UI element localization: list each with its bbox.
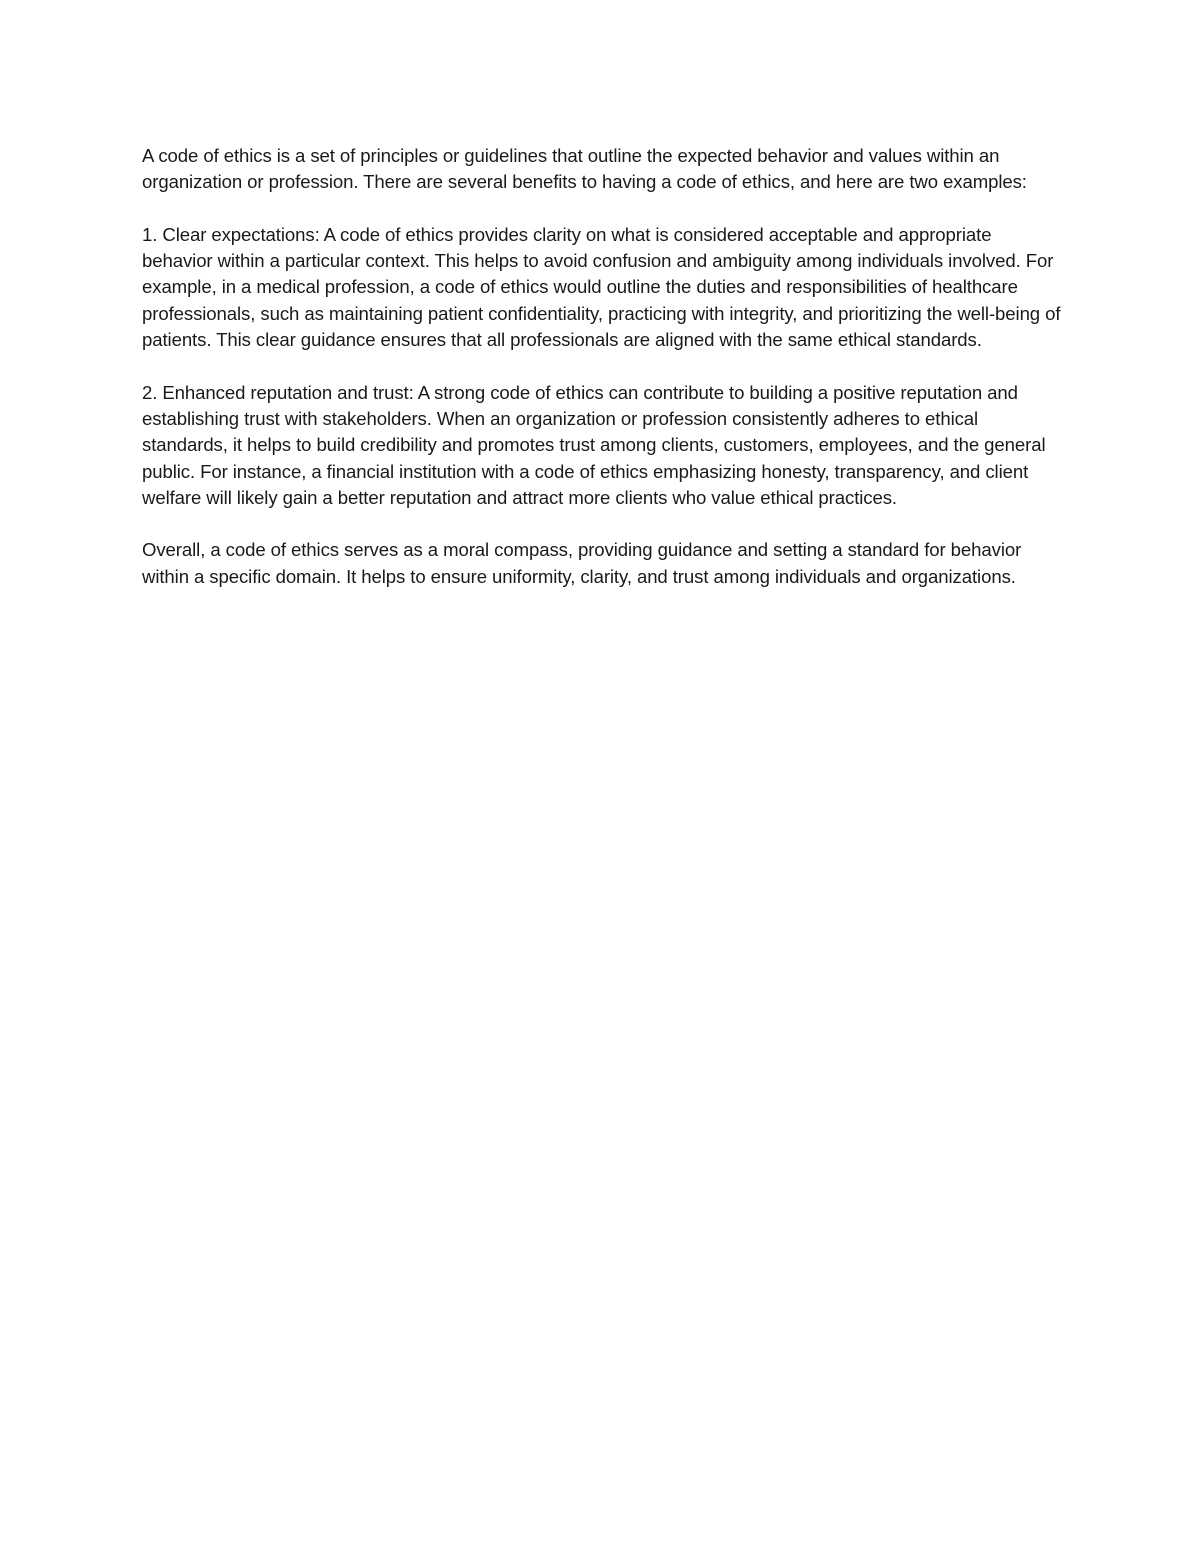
paragraph-reputation-trust: 2. Enhanced reputation and trust: A strong code of ethics can contribute to building a positive reputation and establishing trust with stakeholders. When an organization or profession consistently adheres to ethical standards, it helps to build credibility and promotes trust among clients, customers, employees, and the general public. For instance, a financial institution with a code of ethics emphasizing honesty, transparency, and client welfare will likely gain a better reputation and attract more clients who value ethical practices. [142, 381, 1046, 508]
paragraph-conclusion: Overall, a code of ethics serves as a moral compass, providing guidance and setting a standard for behavior within a specific domain. It helps to ensure uniformity, clarity, and trust among individuals and organizations. [142, 539, 1022, 587]
document-body [142, 143, 1062, 616]
paragraph-intro: A code of ethics is a set of principles or guidelines that outline the expected behavior and values within an organization or profession. There are several benefits to having a code of ethics, and here are two examples: [142, 145, 1027, 193]
paragraph-clear-expectations: 1. Clear expectations: A code of ethics provides clarity on what is considered acceptable and appropriate behavior within a particular context. This helps to avoid confusion and ambiguity among individuals involved. For example, in a medical profession, a code of ethics would outline the duties and responsibilities of healthcare professionals, such as maintaining patient confidentiality, practicing with integrity, and prioritizing the well-being of patients. This clear guidance ensures that all professionals are aligned with the same ethical standards. [142, 223, 1061, 351]
